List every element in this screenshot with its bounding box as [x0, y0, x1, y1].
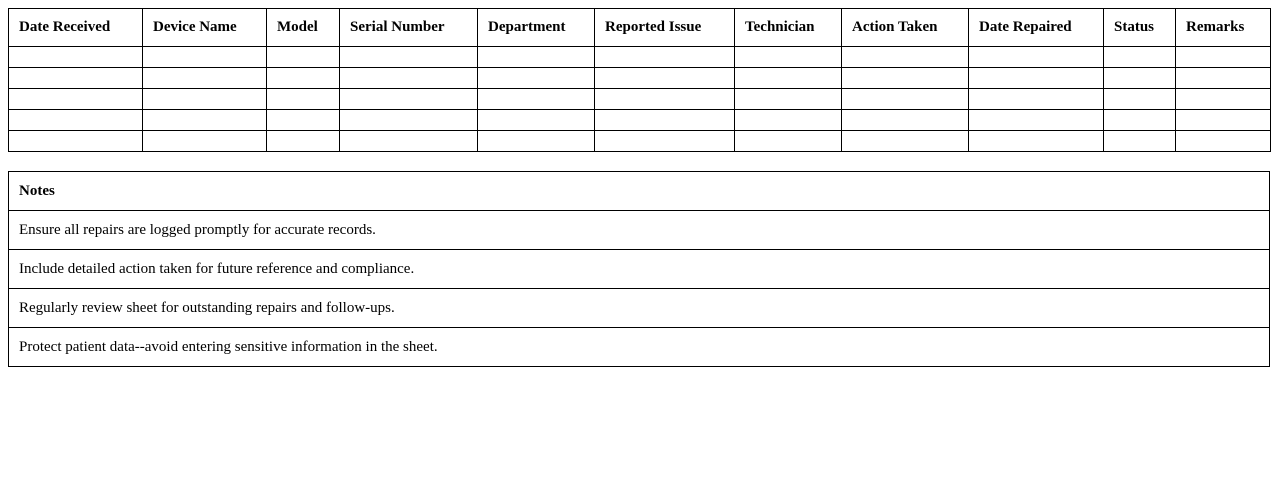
table-cell[interactable] — [9, 131, 143, 152]
table-cell[interactable] — [340, 89, 478, 110]
table-cell[interactable] — [143, 131, 267, 152]
table-cell[interactable] — [478, 68, 595, 89]
table-cell[interactable] — [478, 110, 595, 131]
table-cell[interactable] — [842, 131, 969, 152]
table-cell[interactable] — [1176, 68, 1271, 89]
note-item: Ensure all repairs are logged promptly for accurate records. — [9, 211, 1270, 250]
table-cell[interactable] — [9, 47, 143, 68]
table-row — [9, 89, 1271, 110]
table-row — [9, 68, 1271, 89]
note-item: Include detailed action taken for future reference and compliance. — [9, 250, 1270, 289]
table-cell[interactable] — [842, 47, 969, 68]
table-cell[interactable] — [143, 47, 267, 68]
table-cell[interactable] — [267, 47, 340, 68]
notes-heading: Notes — [9, 172, 1270, 211]
header-row — [9, 9, 1271, 47]
column-header-model[interactable]: Model — [267, 9, 340, 47]
table-cell[interactable] — [9, 110, 143, 131]
table-cell[interactable] — [340, 131, 478, 152]
notes-heading-row — [9, 172, 1270, 211]
column-header-serial-number[interactable]: Serial Number — [340, 9, 478, 47]
table-cell[interactable] — [735, 47, 842, 68]
column-header-technician[interactable]: Technician — [735, 9, 842, 47]
table-cell[interactable] — [595, 110, 735, 131]
table-cell[interactable] — [143, 89, 267, 110]
table-cell[interactable] — [340, 110, 478, 131]
table-cell[interactable] — [478, 47, 595, 68]
column-header-date-received[interactable]: Date Received — [9, 9, 143, 47]
table-cell[interactable] — [340, 68, 478, 89]
table-cell[interactable] — [1104, 47, 1176, 68]
table-cell[interactable] — [735, 89, 842, 110]
column-header-date-repaired[interactable]: Date Repaired — [969, 9, 1104, 47]
note-row — [9, 289, 1270, 328]
table-cell[interactable] — [478, 131, 595, 152]
table-cell[interactable] — [143, 110, 267, 131]
table-cell[interactable] — [1176, 89, 1271, 110]
table-cell[interactable] — [1104, 110, 1176, 131]
table-cell[interactable] — [267, 68, 340, 89]
table-cell[interactable] — [267, 131, 340, 152]
table-row — [9, 47, 1271, 68]
table-row — [9, 110, 1271, 131]
table-cell[interactable] — [595, 68, 735, 89]
column-header-reported-issue[interactable]: Reported Issue — [595, 9, 735, 47]
table-cell[interactable] — [969, 68, 1104, 89]
table-cell[interactable] — [1176, 47, 1271, 68]
table-cell[interactable] — [143, 68, 267, 89]
table-cell[interactable] — [1104, 131, 1176, 152]
table-cell[interactable] — [969, 89, 1104, 110]
table-cell[interactable] — [842, 68, 969, 89]
note-item: Regularly review sheet for outstanding repairs and follow-ups. — [9, 289, 1270, 328]
note-item: Protect patient data--avoid entering sensitive information in the sheet. — [9, 328, 1270, 367]
notes-table — [8, 171, 1270, 367]
table-cell[interactable] — [340, 47, 478, 68]
repair-log-table — [8, 8, 1271, 152]
table-cell[interactable] — [595, 89, 735, 110]
column-header-device-name[interactable]: Device Name — [143, 9, 267, 47]
table-cell[interactable] — [1104, 89, 1176, 110]
table-cell[interactable] — [842, 110, 969, 131]
table-cell[interactable] — [595, 47, 735, 68]
column-header-action-taken[interactable]: Action Taken — [842, 9, 969, 47]
table-cell[interactable] — [267, 110, 340, 131]
table-cell[interactable] — [1176, 131, 1271, 152]
table-cell[interactable] — [842, 89, 969, 110]
table-cell[interactable] — [969, 47, 1104, 68]
note-row — [9, 250, 1270, 289]
table-cell[interactable] — [969, 131, 1104, 152]
table-cell[interactable] — [735, 131, 842, 152]
column-header-status[interactable]: Status — [1104, 9, 1176, 47]
note-row — [9, 211, 1270, 250]
table-cell[interactable] — [1104, 68, 1176, 89]
table-row — [9, 131, 1271, 152]
table-cell[interactable] — [735, 68, 842, 89]
table-cell[interactable] — [478, 89, 595, 110]
column-header-remarks[interactable]: Remarks — [1176, 9, 1271, 47]
table-cell[interactable] — [969, 110, 1104, 131]
table-cell[interactable] — [9, 89, 143, 110]
table-cell[interactable] — [1176, 110, 1271, 131]
table-cell[interactable] — [595, 131, 735, 152]
column-header-department[interactable]: Department — [478, 9, 595, 47]
table-cell[interactable] — [9, 68, 143, 89]
note-row — [9, 328, 1270, 367]
table-cell[interactable] — [267, 89, 340, 110]
table-cell[interactable] — [735, 110, 842, 131]
